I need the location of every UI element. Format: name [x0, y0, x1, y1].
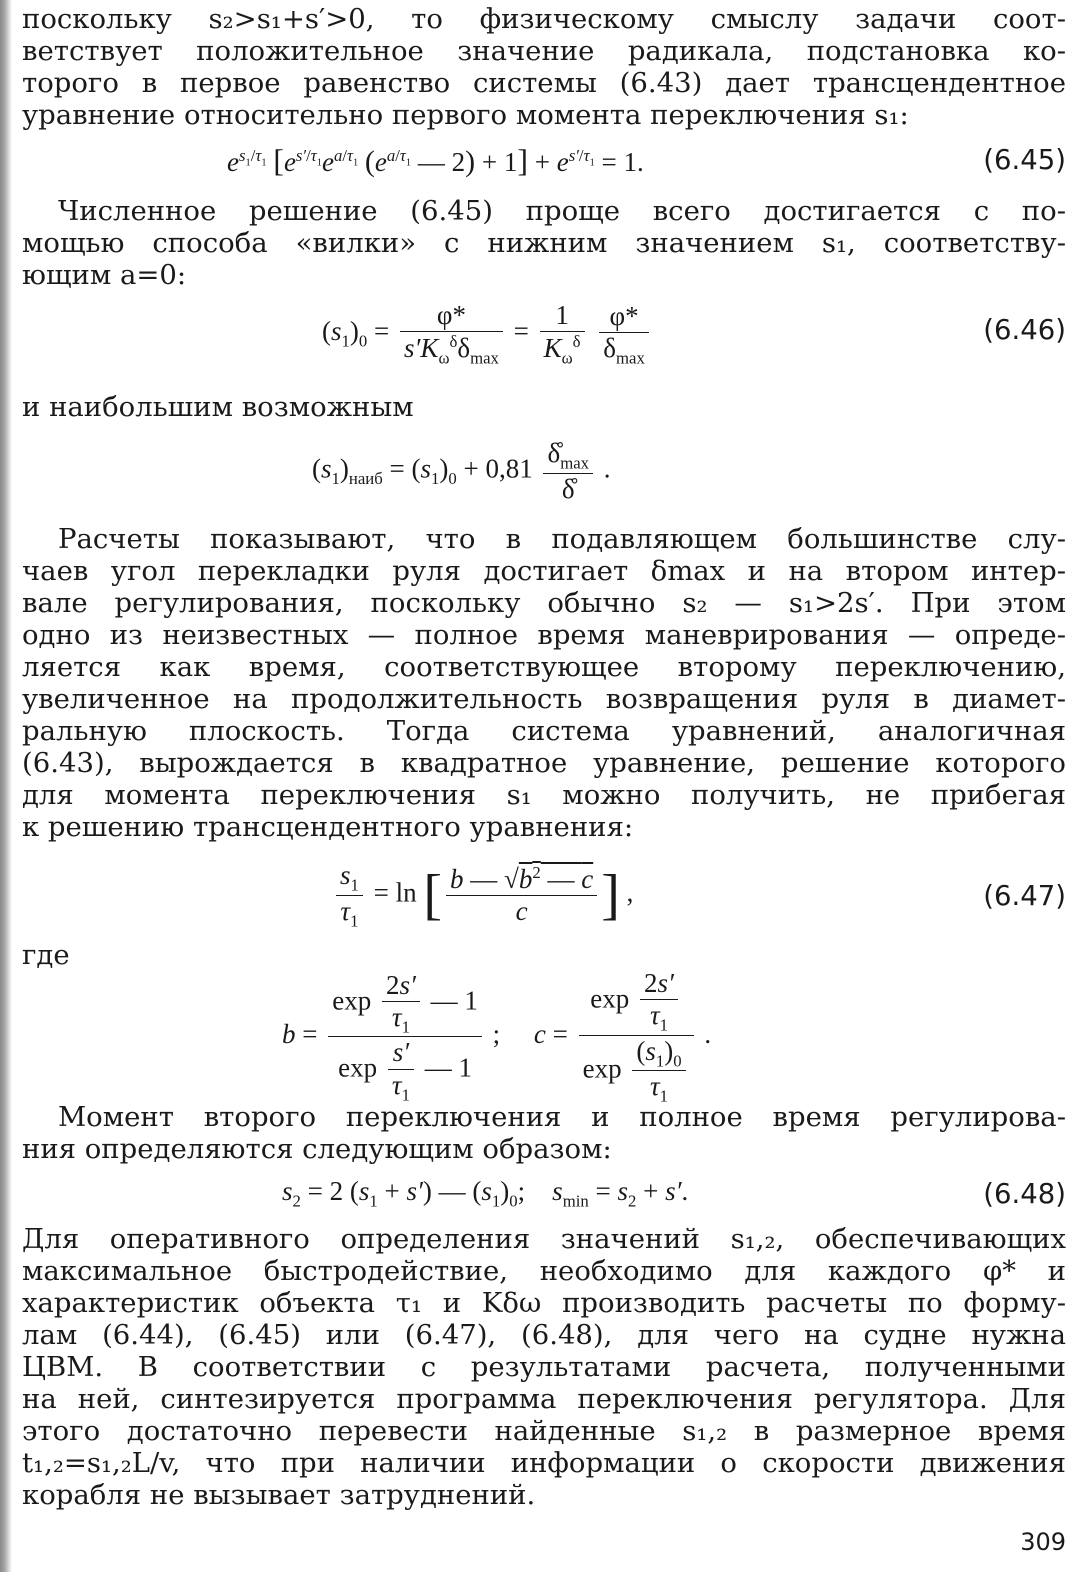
- equation-body: $(s_1)_0$ = $\frac{\varphi*}{s'K_\omega^\delta\delta_{max}}$ = $\frac{1}{K_\omega^\delta}$ $\frac{\varphi*}{\delta_{max}}$: [322, 300, 653, 368]
- text-line: и наибольшим возможным: [22, 391, 414, 423]
- text-line: на ней, синтезируется программа переключения регулятора. Для: [22, 1383, 1066, 1415]
- text-line: к решению трансцендентного уравнения:: [22, 811, 634, 843]
- text-line: t₁,₂=s₁,₂L/v, что при наличии информации о скорости движения: [22, 1447, 1066, 1479]
- equation-body: $\frac{s_1}{\tau_1}$ = ln [ $\frac{b — √b^2 — c}{c}$ ] ,: [332, 860, 633, 930]
- equation-6-47: [22, 856, 1066, 940]
- equation-6-48: [22, 1176, 1066, 1216]
- text-line: вале регулирования, поскольку обычно s₂ — s₁>2s′. При этом: [22, 587, 1066, 619]
- text-line: Расчеты показывают, что в подавляющем большинстве слу-: [58, 523, 1066, 555]
- text-line: (6.43), вырождается в квадратное уравнение, решение которого: [22, 747, 1066, 779]
- text-line: максимальное быстродействие, необходимо для каждого φ* и: [22, 1255, 1066, 1287]
- text-line: ния определяются следующим образом:: [22, 1133, 612, 1165]
- text-line: ральную плоскость. Тогда система уравнений, аналогичная: [22, 715, 1066, 747]
- page-number: 309: [1020, 1528, 1066, 1556]
- text-line: ющим a=0:: [22, 259, 187, 291]
- equation-number: (6.48): [983, 1178, 1066, 1210]
- equation-6-45: [22, 138, 1066, 186]
- text-line: чаев угол перекладки руля достигает δmax и на втором интер-: [22, 555, 1066, 587]
- text-line: где: [22, 939, 70, 971]
- text-line: этого достаточно перевести найденные s₁,₂ в размерное время: [22, 1415, 1066, 1447]
- equation-body: $s_2 = 2$ $(s_1 + s')$ — $(s_1)_0$; $s_{min} = s_2 + s'$.: [282, 1176, 689, 1211]
- text-line: Момент второго переключения и полное время регулирова-: [58, 1101, 1066, 1133]
- equation-s1-naib: [22, 436, 1066, 516]
- text-line: поскольку s₂>s₁+s′>0, то физическому смыслу задачи соот-: [22, 3, 1066, 35]
- text-line: Численное решение (6.45) проще всего достигается с по-: [58, 195, 1066, 227]
- equation-body: $e^{s_1/\tau_1}$ [$e^{s'/\tau_1}e^{a/\tau_1}$ ($e^{a/\tau_1}$ — $2) + 1] + e^{s'/\tau_1} = 1$.: [227, 142, 644, 178]
- text-line: ляется как время, соответствующее второму переключению,: [22, 651, 1066, 683]
- scan-edge-shadow: [0, 0, 12, 1572]
- text-line: характеристик объекта τ₁ и Kδω производить расчеты по форму-: [22, 1287, 1066, 1319]
- equation-number: (6.45): [983, 144, 1066, 176]
- text-line: одно из неизвестных — полное время маневрирования — опреде-: [22, 619, 1066, 651]
- text-line: Для оперативного определения значений s₁,₂, обеспечивающих: [22, 1223, 1066, 1255]
- equation-6-46: [22, 296, 1066, 376]
- text-line: лам (6.44), (6.45) или (6.47), (6.48), для чего на судне нужна: [22, 1319, 1066, 1351]
- text-line: уравнение относительно первого момента переключения s₁:: [22, 99, 909, 131]
- text-line: ЦВМ. В соответствии с результатами расчета, полученными: [22, 1351, 1066, 1383]
- text-line: мощью способа «вилки» с нижним значением s₁, соответству-: [22, 227, 1066, 259]
- equation-body: b = exp $\frac{2s'}{\tau_1}$ — 1 exp $\frac{s'}{\tau_1}$ — 1 ; c = exp $\frac{2s'}{\tau_1}$ exp $\frac{(s_1)_0}{\tau_1}$ .: [282, 968, 712, 1106]
- text-line: корабля не вызывает затруднений.: [22, 1479, 536, 1511]
- text-line: для момента переключения s₁ можно получить, не прибегая: [22, 779, 1066, 811]
- equation-b-c: [22, 968, 1066, 1106]
- equation-number: (6.47): [983, 880, 1066, 912]
- text-line: торого в первое равенство системы (6.43) дает трансцендентное: [22, 67, 1066, 99]
- equation-number: (6.46): [983, 314, 1066, 346]
- equation-body: $(s_1)_{наиб} = (s_1)_0 + 0,81$ $\frac{\deltå_{max}}{\deltå}$ .: [312, 438, 611, 504]
- text-line: увеличенное на продолжительность возвращения руля в диамет-: [22, 683, 1066, 715]
- text-line: ветствует положительное значение радикала, подстановка ко-: [22, 35, 1066, 67]
